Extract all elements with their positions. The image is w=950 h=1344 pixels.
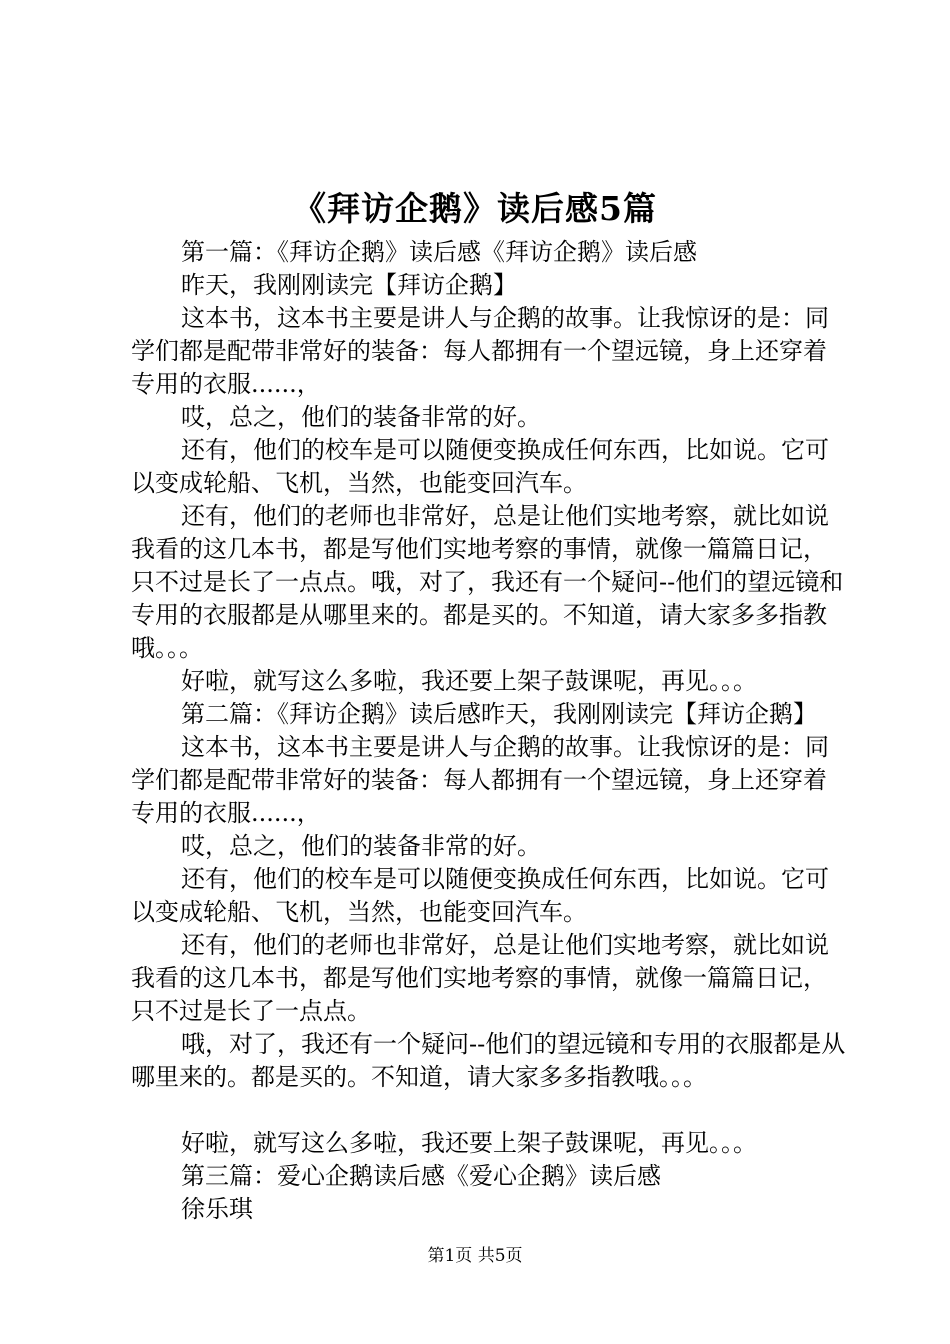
- paragraph: 好啦，就写这么多啦，我还要上架子鼓课呢，再见。。。: [181, 1129, 757, 1157]
- paragraph: 徐乐琪: [181, 1195, 253, 1223]
- paragraph: 还有，他们的校车是可以随便变换成任何东西，比如说。它可以变成轮船、飞机，当然，也能变回汽车。: [131, 865, 829, 926]
- paragraph: 还有，他们的校车是可以随便变换成任何东西，比如说。它可以变成轮船、飞机，当然，也能变回汽车。: [131, 436, 829, 497]
- paragraph: 第三篇：爱心企鹅读后感《爱心企鹅》读后感: [181, 1162, 661, 1190]
- paragraph: 哎，总之，他们的装备非常的好。: [181, 403, 541, 431]
- paragraph: 哎，总之，他们的装备非常的好。: [181, 832, 541, 860]
- paragraph: 第一篇：《拜访企鹅》读后感《拜访企鹅》读后感: [181, 238, 697, 266]
- paragraph: 第二篇：《拜访企鹅》读后感昨天，我刚刚读完【拜访企鹅】: [181, 700, 817, 728]
- document-body: [131, 236, 847, 1226]
- document-title: 《拜访企鹅》读后感5篇: [293, 189, 657, 228]
- paragraph: 昨天，我刚刚读完【拜访企鹅】: [181, 271, 517, 299]
- paragraph: 好啦，就写这么多啦，我还要上架子鼓课呢，再见。。。: [181, 667, 757, 695]
- paragraph: 还有，他们的老师也非常好，总是让他们实地考察，就比如说我看的这几本书，都是写他们实地考察的事情，就像一篇篇日记，只不过是长了一点点。: [131, 931, 829, 1025]
- page-number-footer: 第1页 共5页: [427, 1246, 523, 1266]
- paragraph: 哦，对了，我还有一个疑问--他们的望远镜和专用的衣服都是从哪里来的。都是买的。不知道，请大家多多指教哦。。。: [131, 1030, 846, 1091]
- paragraph: 这本书，这本书主要是讲人与企鹅的故事。让我惊讶的是：同学们都是配带非常好的装备：每人都拥有一个望远镜，身上还穿着专用的衣服......，: [131, 733, 829, 827]
- paragraph: 这本书，这本书主要是讲人与企鹅的故事。让我惊讶的是：同学们都是配带非常好的装备：每人都拥有一个望远镜，身上还穿着专用的衣服......，: [131, 304, 829, 398]
- paragraph: 还有，他们的老师也非常好，总是让他们实地考察，就比如说我看的这几本书，都是写他们实地考察的事情，就像一篇篇日记，只不过是长了一点点。哦，对了，我还有一个疑问--他们的望远镜和专用的衣服都是从哪里来的。都是买的。不知道，请大家多多指教哦。。。: [131, 502, 844, 662]
